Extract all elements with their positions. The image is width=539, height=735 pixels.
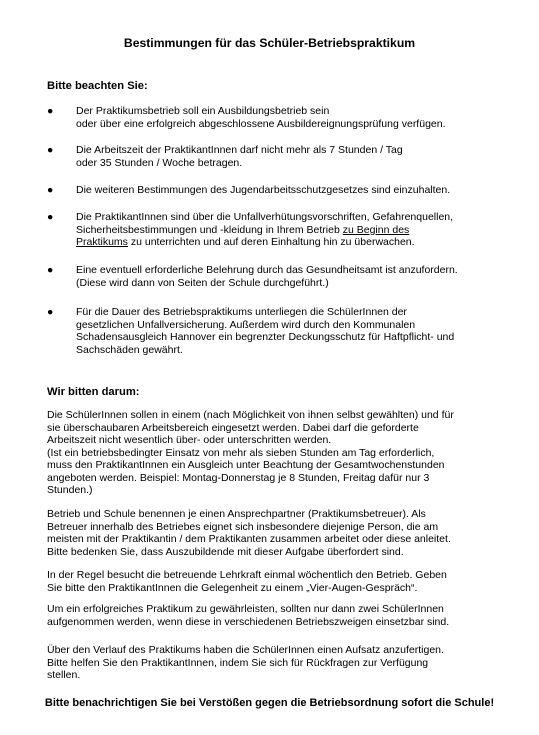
text-line: Die weiteren Bestimmungen des Jugendarbeitsschutzgesetzes sind einzuhalten. [76,184,451,196]
list-item-text [76,306,521,356]
text-line: Eine eventuell erforderliche Belehrung durch das Gesundheitsamt ist anzufordern. [76,264,458,276]
text-line: meisten mit der Praktikantin / dem Praktikanten zusammen arbeitet oder diese anleitet. [47,533,451,545]
text-line: angeboten werden. Beispiel: Montag-Donnerstag je 8 Stunden, Freitag dafür nur 3 [47,471,430,484]
text-span: zu unterrichten und auf deren Einhaltung hin zu überwachen. [127,236,415,248]
list-item-text [76,105,521,130]
text-line: muss den PraktikantInnen ein Ausgleich unter Beachtung der Gesamtwochenstunden [47,459,445,471]
text-line: Arbeitszeit nicht wesentlich über- oder unterschritten werden. [47,434,332,446]
text-line: Bitte bedenken Sie, dass Auszubildende mit dieser Aufgabe überfordert sind. [47,545,404,558]
paragraph [47,603,503,628]
text-line: Betrieb und Schule benennen je einen Ansprechpartner (Praktikumsbetreuer). Als [47,508,426,520]
text-line: Für die Dauer des Betriebspraktikums unterliegen die SchülerInnen der [76,306,407,318]
text-line [76,236,521,249]
text-line: Sachschäden gewährt. [76,343,183,356]
list-item-text [76,184,521,197]
bullet-icon: ● [47,184,54,196]
paragraph [47,644,503,682]
text-line: aufgenommen werden, wenn diese in verschiedenen Betriebszweigen einsetzbar sind. [47,615,450,628]
bullet-icon: ● [47,211,54,223]
paragraph [47,569,503,594]
paragraph [47,409,503,497]
text-line: sie überschaubaren Arbeitsbereich eingesetzt werden. Dabei darf die geforderte [47,421,419,434]
text-line: Über den Verlauf des Praktikums haben die SchülerInnen einen Aufsatz anzufertigen. [47,644,444,656]
underlined-text: Praktikums [76,236,128,248]
underlined-text: zu Beginn des [342,223,410,236]
section-heading-notice: Bitte beachten Sie: [47,80,148,92]
text-line: Die PraktikantInnen sind über die Unfallverhütungsvorschriften, Gefahrenquellen, [76,211,454,223]
text-line: gesetzlichen Unfallversicherung. Außerdem wird durch den Kommunalen [76,318,416,331]
text-line: Schadensausgleich Hannover ein begrenzter Deckungsschutz für Haftpflicht- und [76,331,455,343]
text-line: Die Arbeitszeit der PraktikantInnen darf nicht mehr als 7 Stunden / Tag [76,144,403,156]
paragraph [47,508,503,558]
text-line: Betreuer innerhalb des Betriebes eignet sich insbesondere diejenige Person, die am [47,520,439,533]
text-span: Sicherheitsbestimmungen und -kleidung in Ihrem Betrieb [76,223,343,236]
text-line: oder 35 Stunden / Woche betragen. [76,156,243,169]
bullet-icon: ● [47,306,54,318]
text-line: (Diese wird dann von Seiten der Schule durchgeführt.) [76,276,329,289]
list-item-text [76,211,521,249]
list-item-text [76,264,521,289]
text-line: (Ist ein betriebsbedingter Einsatz von mehr als sieben Stunden am Tag erforderlich, [47,446,435,459]
bullet-icon: ● [47,144,54,156]
text-line: Die SchülerInnen sollen in einem (nach Möglichkeit von ihnen selbst gewählten) und für [47,409,454,421]
text-line: Der Praktikumsbetrieb soll ein Ausbildungsbetrieb sein [76,105,330,117]
text-line: Bitte helfen Sie den PraktikantInnen, indem Sie sich für Rückfragen zur Verfügung [47,656,429,669]
section-heading-requests: Wir bitten darum: [47,386,140,398]
text-line: stellen. [47,669,81,681]
page-title: Bestimmungen für das Schüler-Betriebspraktikum [123,36,416,50]
bullet-icon: ● [47,264,54,276]
footer-notice: Bitte benachrichtigen Sie bei Verstößen gegen die Betriebsordnung sofort die Schule! [44,697,495,709]
text-line [76,224,521,237]
text-line: In der Regel besucht die betreuende Lehrkraft einmal wöchentlich den Betrieb. Geben [47,569,447,581]
text-line: Um ein erfolgreiches Praktikum zu gewährleisten, sollten nur dann zwei SchülerInnen [47,603,444,615]
bullet-icon: ● [47,105,54,117]
list-item-text [76,144,521,169]
text-line: oder über eine erfolgreich abgeschlossene Ausbildereignungsprüfung verfügen. [76,117,446,130]
text-line: Stunden.) [47,484,93,496]
text-line: Sie bitte den PraktikantInnen die Gelegenheit zu einem „Vier-Augen-Gespräch“. [47,581,418,594]
